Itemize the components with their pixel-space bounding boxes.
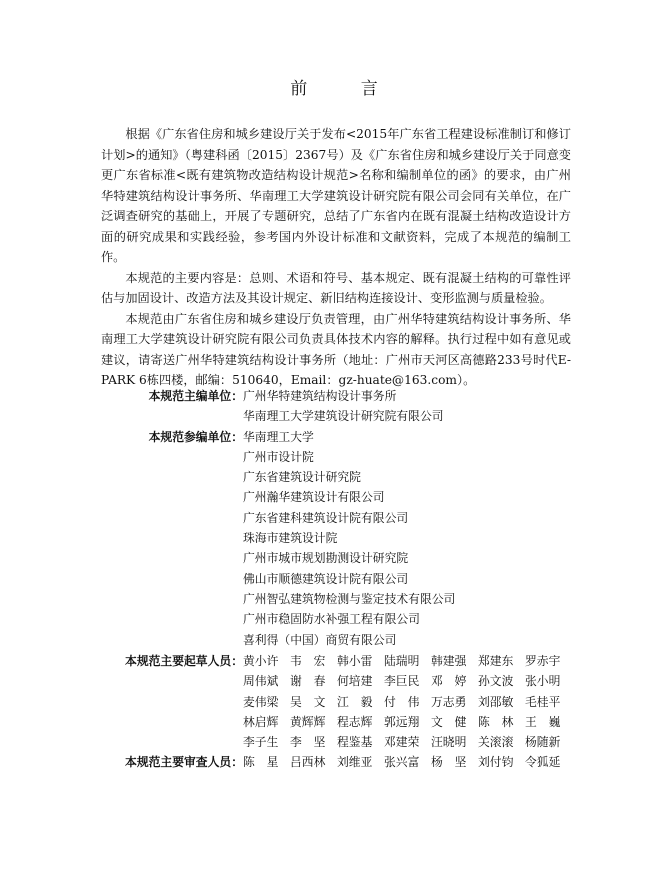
people-section: [100, 651, 580, 773]
page-title: 前 言: [290, 79, 402, 99]
participant-unit: 广州市稳固防水补强工程有限公司: [243, 612, 420, 627]
participant-unit: 广州瀚华建筑设计有限公司: [243, 490, 385, 505]
drafter-name: 李子生: [243, 735, 279, 750]
drafter-name: 谢 春: [290, 674, 326, 689]
drafter-name: 郭远翔: [384, 714, 420, 729]
drafter-name: 付 伟: [384, 694, 420, 709]
reviewer-name: 令狐延: [525, 755, 561, 770]
participant-unit: 广东省建筑设计研究院: [243, 470, 361, 485]
drafter-name: 吴 文: [290, 694, 326, 709]
drafter-name: 周伟斌: [243, 674, 279, 689]
reviewers-list: [243, 752, 580, 772]
drafter-name: 李巨民: [384, 674, 420, 689]
drafters-row: [100, 651, 580, 752]
participant-units-list: [243, 427, 580, 650]
participant-unit: 广州市城市规划勘测设计研究院: [243, 551, 409, 566]
paragraph-3: 本规范由广东省住房和城乡建设厅负责管理，由广州华特建筑结构设计事务所、华南理工大学建筑设计研究院有限公司负责具体技术内容的解释。执行过程中如有意见或建议，请寄送广州华特建筑结构设计事务所（地址：广州市天河区高德路233号时代E-PARK 6栋四楼，邮编：510640，Email：gz-huate@163.com）。: [101, 311, 571, 387]
paragraph-2: 本规范的主要内容是：总则、术语和符号、基本规定、既有混凝土结构的可靠性评估与加固设计、改造方法及其设计规定、新旧结构连接设计、变形监测与质量检验。: [101, 270, 571, 305]
drafter-name: 林启辉: [243, 714, 279, 729]
drafters-label: 本规范主要起草人员：: [125, 654, 243, 668]
reviewers-row: [100, 752, 580, 772]
participant-unit: 广东省建科建筑设计院有限公司: [243, 510, 409, 525]
chief-units-list: [243, 386, 580, 427]
chief-unit: 广州华特建筑结构设计事务所: [243, 389, 397, 403]
drafter-name: 郑建东: [478, 654, 514, 668]
drafter-name: 陆瑞明: [384, 654, 420, 668]
drafter-name: 关滚滚: [478, 735, 514, 750]
participant-unit: 佛山市顺德建筑设计院有限公司: [243, 571, 409, 586]
reviewer-name: 陈 星: [243, 755, 279, 770]
participant-unit: 珠海市建筑设计院: [243, 531, 338, 546]
drafter-name: 孙文波: [478, 674, 514, 689]
drafters-list: [243, 651, 580, 752]
drafter-name: 韦 宏: [290, 654, 326, 668]
reviewer-name: 杨 坚: [431, 755, 467, 770]
participant-units-row: [100, 427, 580, 650]
drafter-name: 王 巍: [525, 714, 561, 729]
paragraph-1: 根据《广东省住房和城乡建设厅关于发布<2015年广东省工程建设标准制订和修订计划>的通知》（粤建科函〔2015〕2367号）及《广东省住房和城乡建设厅关于同意变更广东省标准<既有建筑物改造结构设计规范>名称和编制单位的函》的要求，由广州华特建筑结构设计事务所、华南理工大学建筑设计研究院有限公司会同有关单位，在广泛调查研究的基础上，开展了专题研究，总结了广东省内在既有混凝土结构改造设计方面的研究成果和实践经验，参考国内外设计标准和文献资料，完成了本规范的编制工作。: [101, 127, 571, 264]
drafter-name: 江 毅: [337, 694, 373, 709]
reviewer-name: 刘付钧: [478, 755, 514, 770]
participant-unit: 喜利得（中国）商贸有限公司: [243, 632, 397, 647]
reviewers-label: 本规范主要审查人员：: [125, 755, 243, 770]
drafter-name: 张小明: [525, 674, 561, 689]
drafter-name: 黄小许: [243, 654, 279, 668]
reviewer-name: 刘维亚: [337, 755, 373, 770]
reviewer-name: 张兴富: [384, 755, 420, 770]
participant-unit: 广州智弘建筑物检测与鉴定技术有限公司: [243, 591, 456, 606]
chief-unit: 华南理工大学建筑设计研究院有限公司: [243, 409, 444, 424]
drafter-name: 程鉴基: [337, 735, 373, 750]
drafter-name: 刘邵敏: [478, 694, 514, 709]
drafter-name: 汪晓明: [431, 735, 467, 750]
participant-unit: 广州市设计院: [243, 449, 314, 464]
drafter-name: 罗赤宇: [525, 654, 561, 668]
drafter-name: 毛桂平: [525, 694, 561, 709]
drafter-name: 陈 林: [478, 714, 514, 729]
foreword-body: [101, 124, 571, 391]
drafter-name: 万志勇: [431, 694, 467, 709]
participant-units-label: 本规范参编单位：: [148, 429, 243, 444]
participant-unit: 华南理工大学: [243, 429, 314, 444]
chief-units-label: 本规范主编单位：: [148, 389, 243, 403]
units-section: [100, 386, 580, 650]
drafter-name: 黄辉辉: [290, 714, 326, 729]
drafter-name: 韩小雷: [337, 654, 373, 668]
drafter-name: 程志辉: [337, 714, 373, 729]
drafter-name: 麦伟梁: [243, 694, 279, 709]
reviewer-name: 吕西林: [290, 755, 326, 770]
drafter-name: 韩建强: [431, 654, 467, 668]
chief-units-row: [100, 386, 580, 427]
drafter-name: 何培建: [337, 674, 373, 689]
drafter-name: 文 健: [431, 714, 467, 729]
drafter-name: 邓 婷: [431, 674, 467, 689]
drafter-name: 李 坚: [290, 735, 326, 750]
drafter-name: 杨随新: [525, 735, 561, 750]
drafter-name: 邓建荣: [384, 735, 420, 750]
